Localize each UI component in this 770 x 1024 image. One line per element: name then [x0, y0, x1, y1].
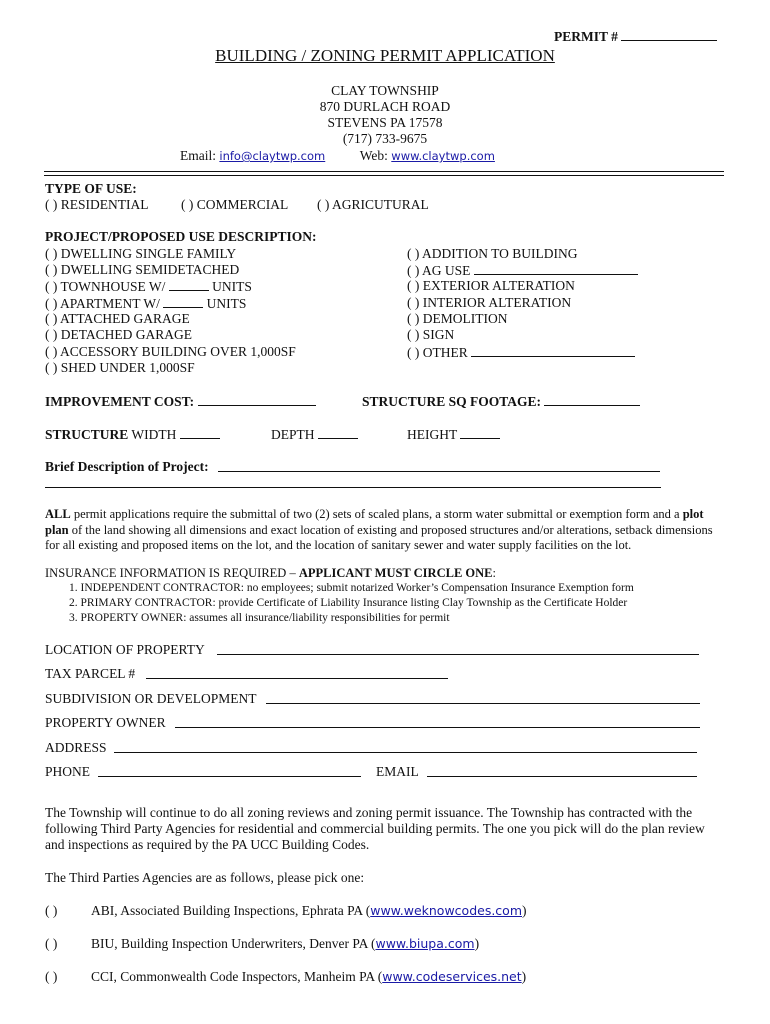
agency-biu-mark[interactable]: ( ) — [45, 936, 58, 951]
requirements-plot-plan: plot plan — [45, 507, 704, 537]
township-name: CLAY TOWNSHIP — [331, 83, 439, 98]
structure-sqft — [362, 393, 640, 410]
height-field[interactable] — [460, 426, 500, 439]
brief-description-line-2[interactable] — [45, 487, 661, 488]
structure-height — [407, 426, 500, 443]
structure-sqft-label: STRUCTURE SQ FOOTAGE: — [362, 394, 542, 409]
use-residential[interactable]: ( ) RESIDENTIAL — [45, 197, 149, 212]
townhouse-units-field[interactable] — [169, 278, 209, 291]
insurance-heading-end: : — [492, 566, 496, 580]
requirements-paragraph — [45, 507, 723, 554]
option-exterior-alteration[interactable]: ( ) EXTERIOR ALTERATION — [407, 278, 575, 293]
improvement-cost-field[interactable] — [198, 393, 316, 406]
insurance-item-owner[interactable]: 3. PROPERTY OWNER: assumes all insurance/liability responsibilities for permit — [69, 612, 450, 624]
brief-description-label: Brief Description of Project: — [45, 459, 209, 474]
option-shed[interactable]: ( ) SHED UNDER 1,000SF — [45, 360, 195, 375]
web-link[interactable]: www.claytwp.com — [391, 149, 495, 163]
agency-abi-name: ABI, Associated Building Inspections, Ephrata PA ( — [91, 903, 371, 918]
agency-cci-mark[interactable]: ( ) — [45, 969, 58, 984]
agency-abi-link[interactable]: www.weknowcodes.com — [370, 903, 523, 918]
townhouse-units-label: UNITS — [212, 279, 252, 294]
agency-abi — [91, 903, 527, 919]
permit-label: PERMIT # — [554, 29, 618, 44]
ag-use-field[interactable] — [474, 262, 638, 275]
depth-label: DEPTH — [271, 427, 315, 442]
option-apartment[interactable] — [45, 295, 246, 312]
insurance-item-independent[interactable]: 1. INDEPENDENT CONTRACTOR: no employees; submit notarized Worker’s Compensation Insurance Exemption form — [69, 582, 634, 594]
structure-width — [45, 426, 220, 443]
agency-abi-close: ) — [522, 903, 527, 918]
email-link[interactable]: info@claytwp.com — [219, 149, 326, 163]
structure-label: STRUCTURE — [45, 427, 129, 442]
structure-depth — [271, 426, 358, 443]
address-label: ADDRESS — [45, 740, 107, 755]
permit-number-field[interactable] — [621, 28, 717, 41]
option-townhouse[interactable] — [45, 278, 252, 295]
apartment-label: ( ) APARTMENT W/ — [45, 296, 160, 311]
township-phone: (717) 733-9675 — [342, 131, 428, 146]
location-label: LOCATION OF PROPERTY — [45, 642, 205, 657]
email-field-label: EMAIL — [376, 764, 419, 779]
depth-field[interactable] — [318, 426, 358, 439]
requirements-text-2: of the land showing all dimensions and exact location of existing and proposed structures and/or alterations, setback dimensions for all existing and proposed items on the lot, and the location of sanitary sewer and water supply facilities on the lot. — [45, 522, 713, 552]
width-label: WIDTH — [131, 427, 177, 442]
apartment-units-label: UNITS — [206, 296, 247, 311]
requirements-all: ALL — [45, 507, 71, 521]
project-heading: PROJECT/PROPOSED USE DESCRIPTION: — [45, 229, 317, 244]
third-party-intro: The Township will continue to do all zoning reviews and zoning permit issuance. The Township has contracted with the following Third Party Agencies for residential and commercial building permits. The one you pick will do the plan review and inspections as required by the PA UCC Building Codes. — [45, 805, 705, 852]
option-dwelling-single[interactable]: ( ) DWELLING SINGLE FAMILY — [45, 246, 237, 261]
use-commercial[interactable]: ( ) COMMERCIAL — [181, 197, 289, 212]
townhouse-label: ( ) TOWNHOUSE W/ — [45, 279, 166, 294]
requirements-text-1: permit applications require the submittal of two (2) sets of scaled plans, a storm water submittal or exemption form and a — [70, 507, 683, 521]
option-sign[interactable]: ( ) SIGN — [407, 327, 455, 342]
other-label: ( ) OTHER — [407, 345, 468, 360]
tax-parcel-label: TAX PARCEL # — [45, 666, 136, 681]
width-field[interactable] — [180, 426, 220, 439]
option-ag-use[interactable] — [407, 262, 638, 279]
other-field[interactable] — [471, 344, 635, 357]
agency-cci-link[interactable]: www.codeservices.net — [382, 969, 522, 984]
use-agricultural[interactable]: ( ) AGRICUTURAL — [317, 197, 429, 212]
option-attached-garage[interactable]: ( ) ATTACHED GARAGE — [45, 311, 190, 326]
agency-abi-mark[interactable]: ( ) — [45, 903, 58, 918]
option-other[interactable] — [407, 344, 635, 361]
option-detached-garage[interactable]: ( ) DETACHED GARAGE — [45, 327, 193, 342]
agency-biu — [91, 936, 479, 952]
structure-sqft-field[interactable] — [544, 393, 640, 406]
improvement-cost — [45, 393, 316, 410]
phone-field[interactable] — [98, 776, 361, 777]
agency-biu-link[interactable]: www.biupa.com — [375, 936, 475, 951]
email-field[interactable] — [427, 776, 697, 777]
owner-field[interactable] — [175, 727, 700, 728]
insurance-heading-bold: APPLICANT MUST CIRCLE ONE — [298, 566, 493, 580]
height-label: HEIGHT — [407, 427, 457, 442]
third-party-pick: The Third Parties Agencies are as follows, please pick one: — [45, 870, 365, 885]
insurance-item-primary[interactable]: 2. PRIMARY CONTRACTOR: provide Certificate of Liability Insurance listing Clay Township as the Certificate Holder — [69, 597, 628, 609]
divider-top — [44, 171, 724, 172]
page-title: BUILDING / ZONING PERMIT APPLICATION — [215, 46, 555, 65]
improvement-cost-label: IMPROVEMENT COST: — [45, 394, 195, 409]
agency-cci-close: ) — [521, 969, 527, 984]
subdivision-label: SUBDIVISION OR DEVELOPMENT — [45, 691, 257, 706]
permit-number — [554, 28, 717, 45]
option-interior-alteration[interactable]: ( ) INTERIOR ALTERATION — [407, 295, 572, 310]
tax-parcel-field[interactable] — [146, 678, 448, 679]
address-field[interactable] — [114, 752, 697, 753]
option-dwelling-semi[interactable]: ( ) DWELLING SEMIDETACHED — [45, 262, 240, 277]
web-label: Web: — [359, 148, 388, 163]
insurance-heading — [45, 566, 496, 582]
type-of-use-heading: TYPE OF USE: — [45, 181, 137, 196]
insurance-heading-text: INSURANCE INFORMATION IS REQUIRED – — [45, 566, 299, 580]
ag-use-label: ( ) AG USE — [407, 263, 471, 278]
location-field[interactable] — [217, 654, 699, 655]
agency-biu-name: BIU, Building Inspection Underwriters, Denver PA ( — [91, 936, 376, 951]
divider-bottom — [44, 175, 724, 176]
agency-biu-close: ) — [474, 936, 480, 951]
brief-description-line-1[interactable] — [218, 471, 660, 472]
apartment-units-field[interactable] — [163, 295, 203, 308]
contact-line — [180, 148, 495, 164]
owner-label: PROPERTY OWNER — [45, 715, 166, 730]
agency-cci-name: CCI, Commonwealth Code Inspectors, Manheim PA ( — [91, 969, 383, 984]
email-label: Email: — [180, 148, 216, 163]
option-addition[interactable]: ( ) ADDITION TO BUILDING — [407, 246, 578, 261]
option-demolition[interactable]: ( ) DEMOLITION — [407, 311, 508, 326]
agency-cci — [91, 969, 526, 985]
subdivision-field[interactable] — [266, 703, 700, 704]
township-city: STEVENS PA 17578 — [327, 115, 443, 130]
township-street: 870 DURLACH ROAD — [319, 99, 451, 114]
phone-label: PHONE — [45, 764, 91, 779]
option-accessory-building[interactable]: ( ) ACCESSORY BUILDING OVER 1,000SF — [45, 344, 296, 359]
